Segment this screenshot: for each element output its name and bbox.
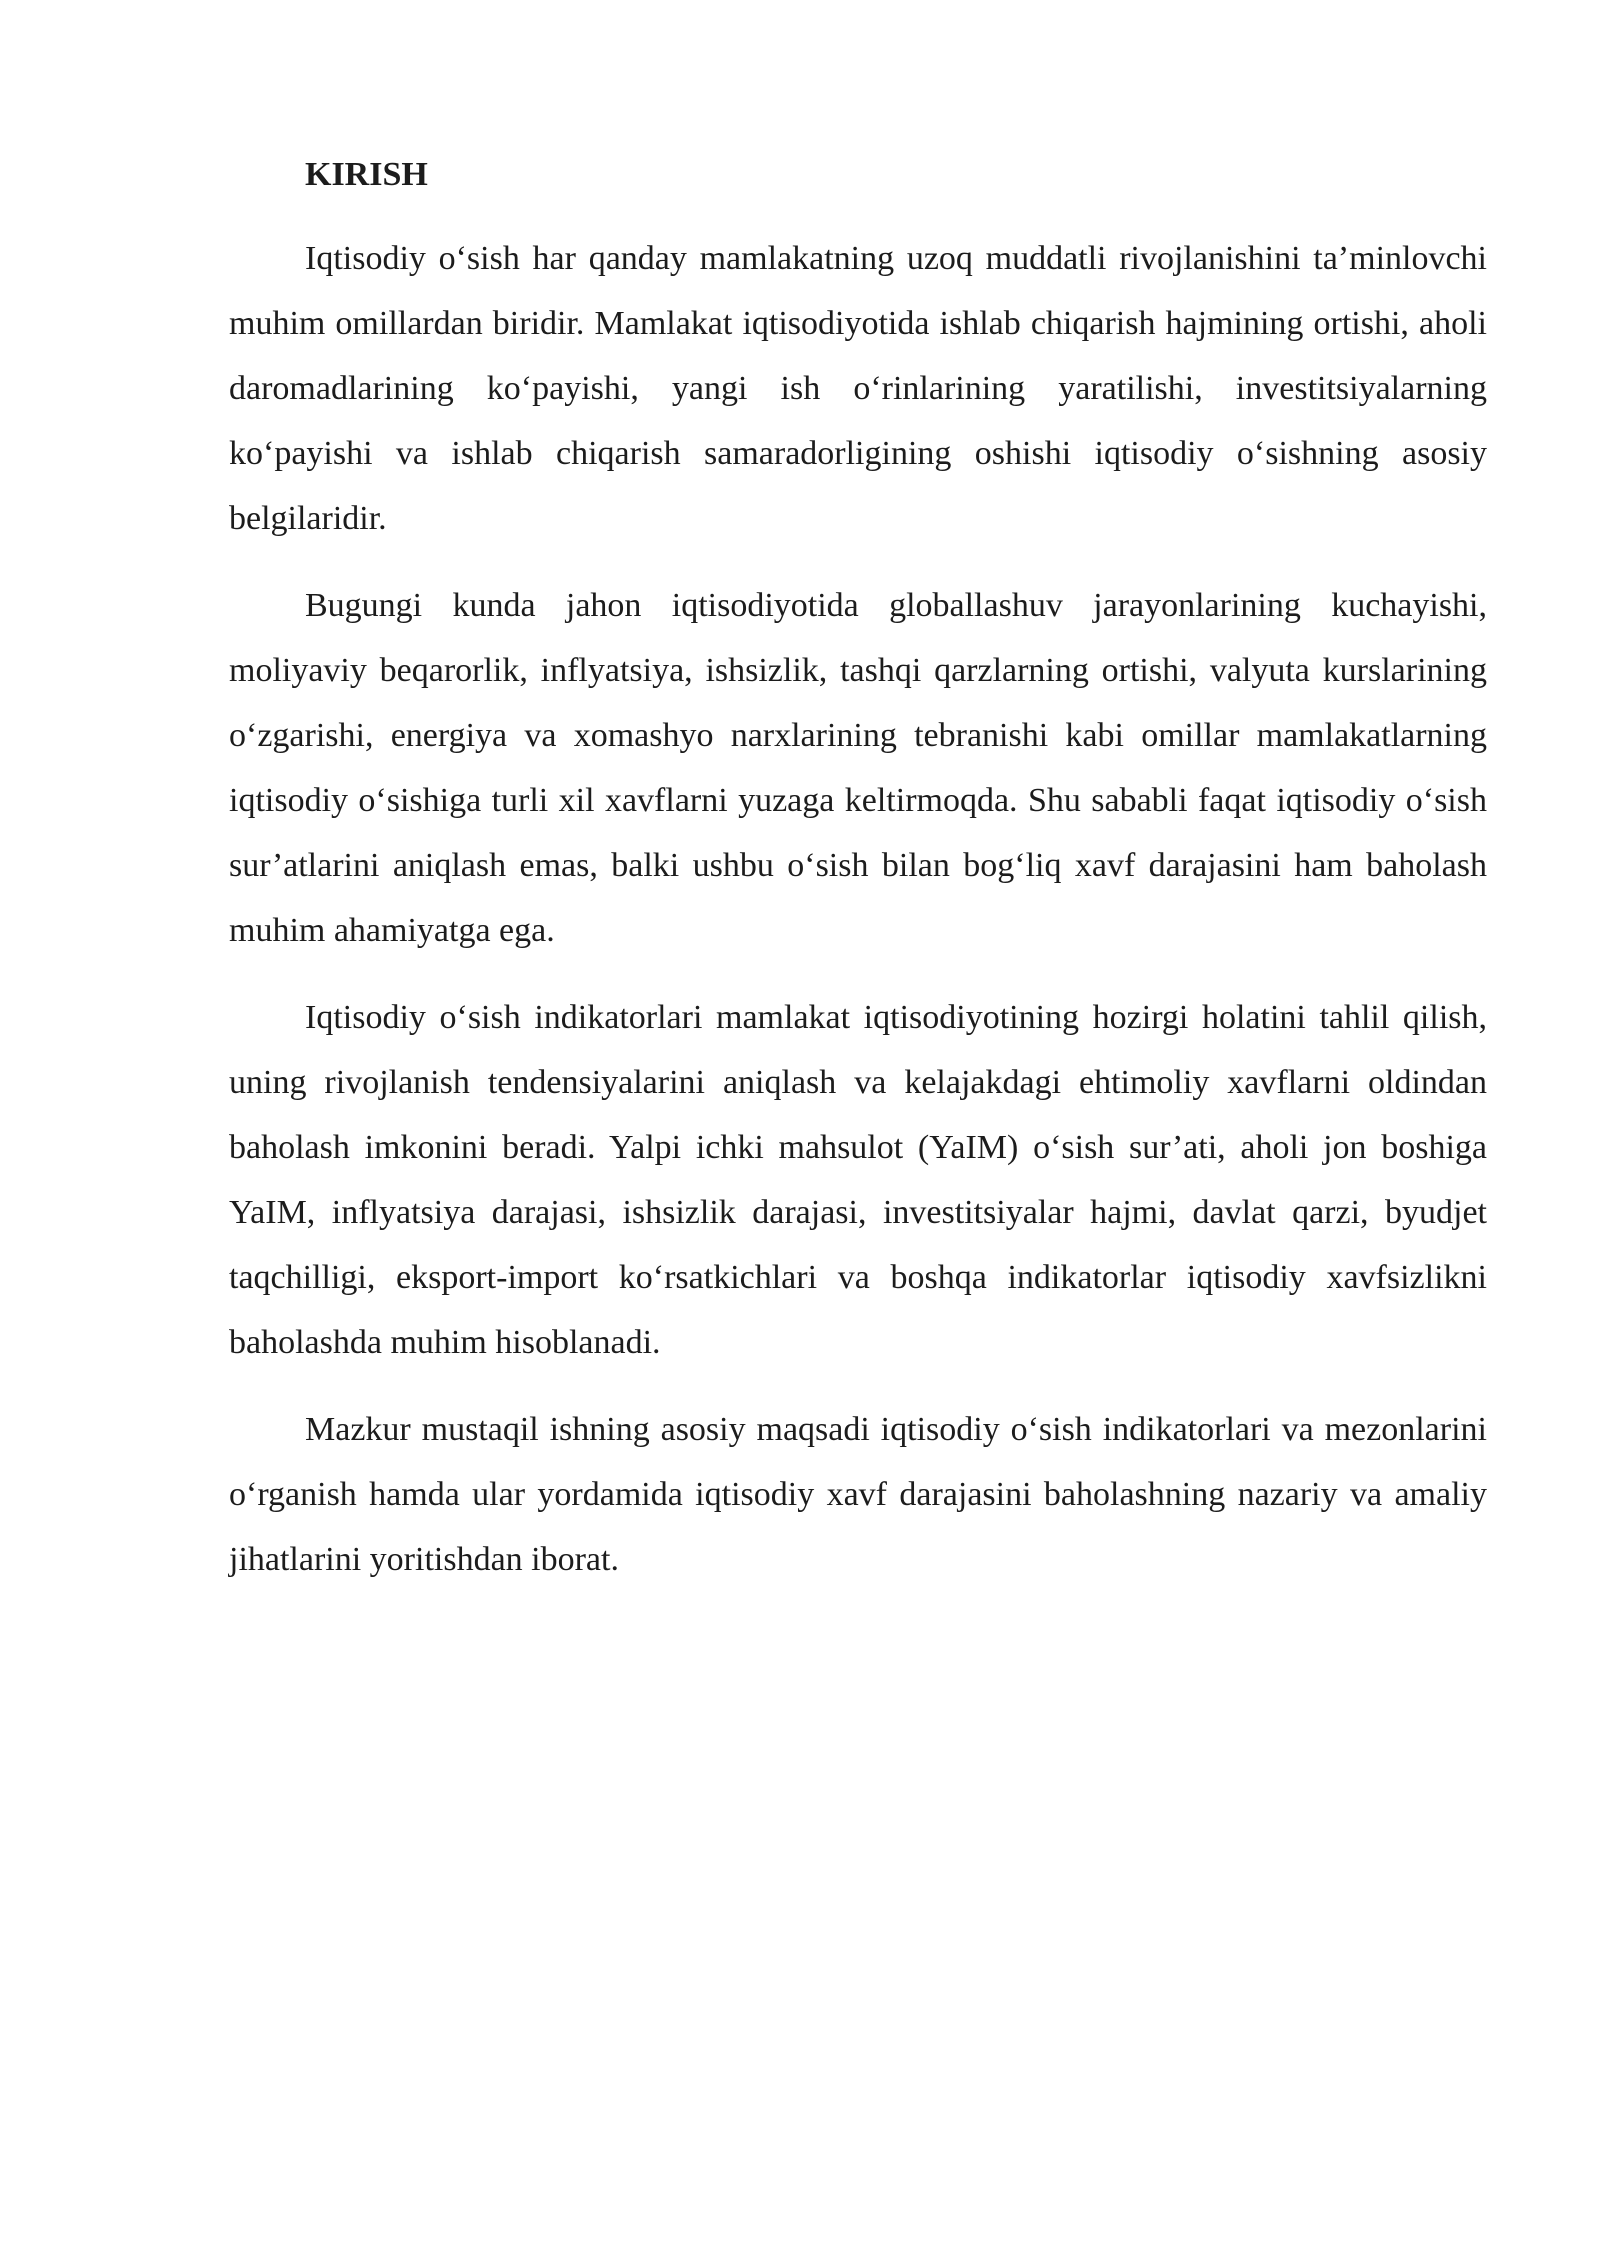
section-heading: KIRISH [305,156,428,193]
paragraph-4: Mazkur mustaqil ishning asosiy maqsadi iqtisodiy o‘sish indikatorlari va mezonlarini o‘rganish hamda ular yordamida iqtisodiy xavf darajasini baholashning nazariy va amaliy jihatlarini yoritishdan iborat. [229,1411,1487,1578]
document-body [229,146,1487,1614]
paragraph-3: Iqtisodiy o‘sish indikatorlari mamlakat iqtisodiyotining hozirgi holatini tahlil qilish, uning rivojlanish tendensiyalarini aniqlash va kelajakdagi ehtimoliy xavflarni oldindan baholash imkonini beradi. Yalpi ichki mahsulot (YaIM) o‘sish sur’ati, aholi jon boshiga YaIM, inflyatsiya darajasi, ishsizlik darajasi, investitsiyalar hajmi, davlat qarzi, byudjet taqchilligi, eksport-import ko‘rsatkichlari va boshqa indikatorlar iqtisodiy xavfsizlikni baholashda muhim hisoblanadi. [229,999,1487,1361]
paragraph-2: Bugungi kunda jahon iqtisodiyotida globallashuv jarayonlarining kuchayishi, moliyaviy beqarorlik, inflyatsiya, ishsizlik, tashqi qarzlarning ortishi, valyuta kurslarining o‘zgarishi, energiya va xomashyo narxlarining tebranishi kabi omillar mamlakatlarning iqtisodiy o‘sishiga turli xil xavflarni yuzaga keltirmoqda. Shu sababli faqat iqtisodiy o‘sish sur’atlarini aniqlash emas, balki ushbu o‘sish bilan bog‘liq xavf darajasini ham baholash muhim ahamiyatga ega. [229,587,1487,949]
paragraph-1: Iqtisodiy o‘sish har qanday mamlakatning uzoq muddatli rivojlanishini ta’minlovchi muhim omillardan biridir. Mamlakat iqtisodiyotida ishlab chiqarish hajmining ortishi, aholi daromadlarining ko‘payishi, yangi ish o‘rinlarining yaratilishi, investitsiyalarning ko‘payishi va ishlab chiqarish samaradorligining oshishi iqtisodiy o‘sishning asosiy belgilaridir. [229,240,1487,537]
